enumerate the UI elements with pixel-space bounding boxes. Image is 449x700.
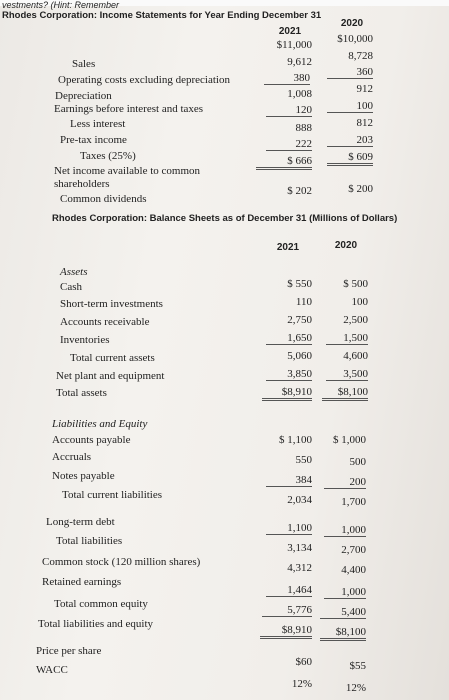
balance-row-label: Short-term investments <box>60 298 163 310</box>
balance-value-2020: 5,400 <box>320 606 366 619</box>
balance-value-2020: 4,400 <box>341 564 366 576</box>
income-year-2021: 2021 <box>278 26 302 37</box>
income-row-label-cont: shareholders <box>54 178 110 190</box>
income-value-2020: $10,000 <box>337 33 373 45</box>
balance-value-2020: 1,700 <box>341 496 366 508</box>
income-value-2021: 120 <box>266 104 312 117</box>
balance-value-2021: 3,850 <box>266 368 312 381</box>
income-value-2021: 888 <box>295 122 312 134</box>
income-value-2021: $ 202 <box>287 185 312 197</box>
balance-row-label: WACC <box>36 664 68 676</box>
income-value-2021: 9,612 <box>287 56 312 68</box>
balance-year-2021: 2021 <box>276 242 300 253</box>
balance-value-2021: 12% <box>291 678 312 690</box>
hint-text: vestments? (Hint: Remember <box>2 0 120 10</box>
balance-value-2020: 12% <box>345 682 366 694</box>
income-row-label: Taxes (25%) <box>80 150 136 162</box>
balance-value-2020: 1,000 <box>324 524 366 537</box>
income-value-2021: 1,008 <box>287 88 312 100</box>
income-row-label: Operating costs excluding depreciation <box>58 74 230 86</box>
balance-value-2021: 550 <box>295 454 312 466</box>
balance-row-label: Long-term debt <box>46 516 115 528</box>
balance-value-2020: $8,100 <box>320 626 366 641</box>
balance-row-label: Retained earnings <box>42 576 122 588</box>
balance-value-2021: 384 <box>266 474 312 487</box>
balance-value-2021: 5,060 <box>287 350 312 362</box>
balance-value-2021: $ 550 <box>287 278 312 290</box>
assets-heading: Assets <box>60 266 88 278</box>
income-value-2020: 812 <box>356 117 373 129</box>
balance-value-2020: 1,000 <box>324 586 366 599</box>
balance-value-2020: 3,500 <box>326 368 368 381</box>
balance-row-label: Total current liabilities <box>62 489 163 501</box>
balance-value-2021: $8,910 <box>262 386 312 401</box>
balance-row-label: Inventories <box>60 334 110 346</box>
income-value-2020: 8,728 <box>348 50 373 62</box>
balance-row-label: Accounts payable <box>52 434 131 446</box>
balance-value-2020: $8,100 <box>322 386 368 401</box>
balance-row-label: Total liabilities <box>56 535 123 547</box>
balance-row-label: Total liabilities and equity <box>38 618 154 630</box>
balance-value-2021: 4,312 <box>287 562 312 574</box>
balance-row-label: Notes payable <box>52 470 115 482</box>
balance-year-2020: 2020 <box>334 240 358 251</box>
balance-value-2020: 4,600 <box>343 350 368 362</box>
income-statement-title: Rhodes Corporation: Income Statements for Year Ending December 31 <box>2 10 322 21</box>
income-value-2021: $ 666 <box>256 155 312 170</box>
income-value-2020: $ 609 <box>327 151 373 166</box>
income-value-2021: 222 <box>266 138 312 151</box>
balance-row-label: Price per share <box>36 645 102 657</box>
balance-row-label: Total current assets <box>70 352 155 364</box>
balance-value-2021: 1,650 <box>266 332 312 345</box>
balance-row-label: Total assets <box>56 387 107 399</box>
balance-sheet-title: Rhodes Corporation: Balance Sheets as of December 31 (Millions of Dollars) <box>52 213 398 224</box>
balance-value-2021: $60 <box>295 656 312 668</box>
income-row-label: Pre-tax income <box>60 134 127 146</box>
balance-value-2020: 200 <box>324 476 366 489</box>
income-year-2020: 2020 <box>340 18 364 29</box>
balance-value-2021: 1,100 <box>266 522 312 535</box>
balance-value-2020: 2,700 <box>341 544 366 556</box>
balance-value-2020: $55 <box>349 660 366 672</box>
balance-row-label: Accounts receivable <box>60 316 150 328</box>
income-row-label: Earnings before interest and taxes <box>54 103 204 115</box>
income-row-label: Common dividends <box>60 193 147 205</box>
income-value-2021: $11,000 <box>276 39 312 51</box>
income-row-label: Less interest <box>70 118 126 130</box>
balance-row-label: Common stock (120 million shares) <box>42 556 201 568</box>
balance-value-2021: 2,034 <box>287 494 312 506</box>
balance-value-2020: 1,500 <box>326 332 368 345</box>
balance-value-2021: $8,910 <box>260 624 312 639</box>
balance-value-2021: 110 <box>295 296 312 308</box>
balance-value-2020: 2,500 <box>343 314 368 326</box>
balance-value-2021: $ 1,100 <box>279 434 312 446</box>
balance-value-2021: 1,464 <box>266 584 312 597</box>
balance-value-2020: $ 500 <box>343 278 368 290</box>
balance-value-2021: 2,750 <box>287 314 312 326</box>
balance-row-label: Accruals <box>52 451 92 463</box>
balance-row-label: Cash <box>60 281 82 293</box>
balance-value-2020: $ 1,000 <box>333 434 366 446</box>
balance-row-label: Net plant and equipment <box>56 370 165 382</box>
income-value-2021: 380 <box>264 72 310 85</box>
income-row-label: Depreciation <box>55 90 112 102</box>
income-row-label: Sales <box>72 58 96 70</box>
income-row-label: Net income available to common <box>54 165 201 177</box>
balance-value-2021: 3,134 <box>287 542 312 554</box>
income-value-2020: 203 <box>327 134 373 147</box>
income-value-2020: 360 <box>327 66 373 79</box>
income-value-2020: 100 <box>327 100 373 113</box>
balance-value-2021: 5,776 <box>262 604 312 617</box>
income-value-2020: $ 200 <box>348 183 373 195</box>
balance-row-label: Total common equity <box>54 598 148 610</box>
balance-value-2020: 100 <box>351 296 368 308</box>
income-value-2020: 912 <box>356 83 373 95</box>
balance-value-2020: 500 <box>349 456 366 468</box>
liabilities-heading: Liabilities and Equity <box>52 418 148 430</box>
